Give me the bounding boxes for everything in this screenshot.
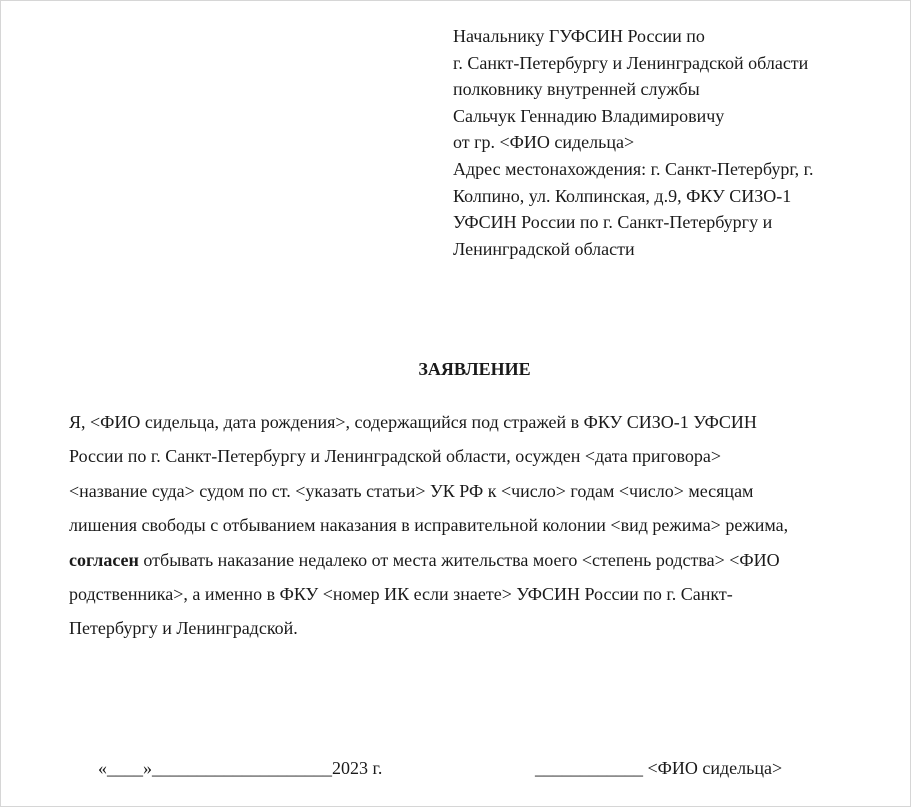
body-line: Петербургу и Ленинградской. [69,618,298,639]
addressee-block [453,23,873,262]
address-line: УФСИН России по г. Санкт-Петербургу и [453,212,773,233]
address-line: Ленинградской области [453,238,635,259]
sender-line: от гр. <ФИО сидельца> [453,132,635,153]
body-line: родственника>, а именно в ФКУ <номер ИК если знаете> УФСИН России по г. Санкт- [69,584,733,605]
body-line: России по г. Санкт-Петербургу и Ленинградской области, осужден <дата приговора> [69,446,721,467]
addressee-line: Начальнику ГУФСИН России по [453,26,705,46]
addressee-line: полковнику внутренней службы [453,79,700,100]
body-line: Я, <ФИО сидельца, дата рождения>, содержащийся под стражей в ФКУ СИЗО-1 УФСИН [69,412,757,432]
statement-body [69,405,869,646]
signature-name: ____________ <ФИО сидельца> [535,758,783,778]
body-line [69,543,869,577]
addressee-line: г. Санкт-Петербургу и Ленинградской области [453,52,809,73]
signature-date: «____»____________________2023 г. [98,758,383,778]
addressee-line: Сальчук Геннадию Владимировичу [453,105,725,126]
consent-word: согласен [69,549,139,570]
body-line-text: отбывать наказание недалеко от места жительства моего <степень родства> <ФИО [138,549,780,570]
address-line: Колпино, ул. Колпинская, д.9, ФКУ СИЗО-1 [453,185,792,206]
address-line: Адрес местонахождения: г. Санкт-Петербург, г. [453,158,814,179]
document-title: ЗАЯВЛЕНИЕ [418,359,531,379]
body-line: лишения свободы с отбыванием наказания в исправительной колонии <вид режима> режима, [69,515,789,536]
body-line: <название суда> судом по ст. <указать статьи> УК РФ к <число> годам <число> месяцам [69,480,754,501]
